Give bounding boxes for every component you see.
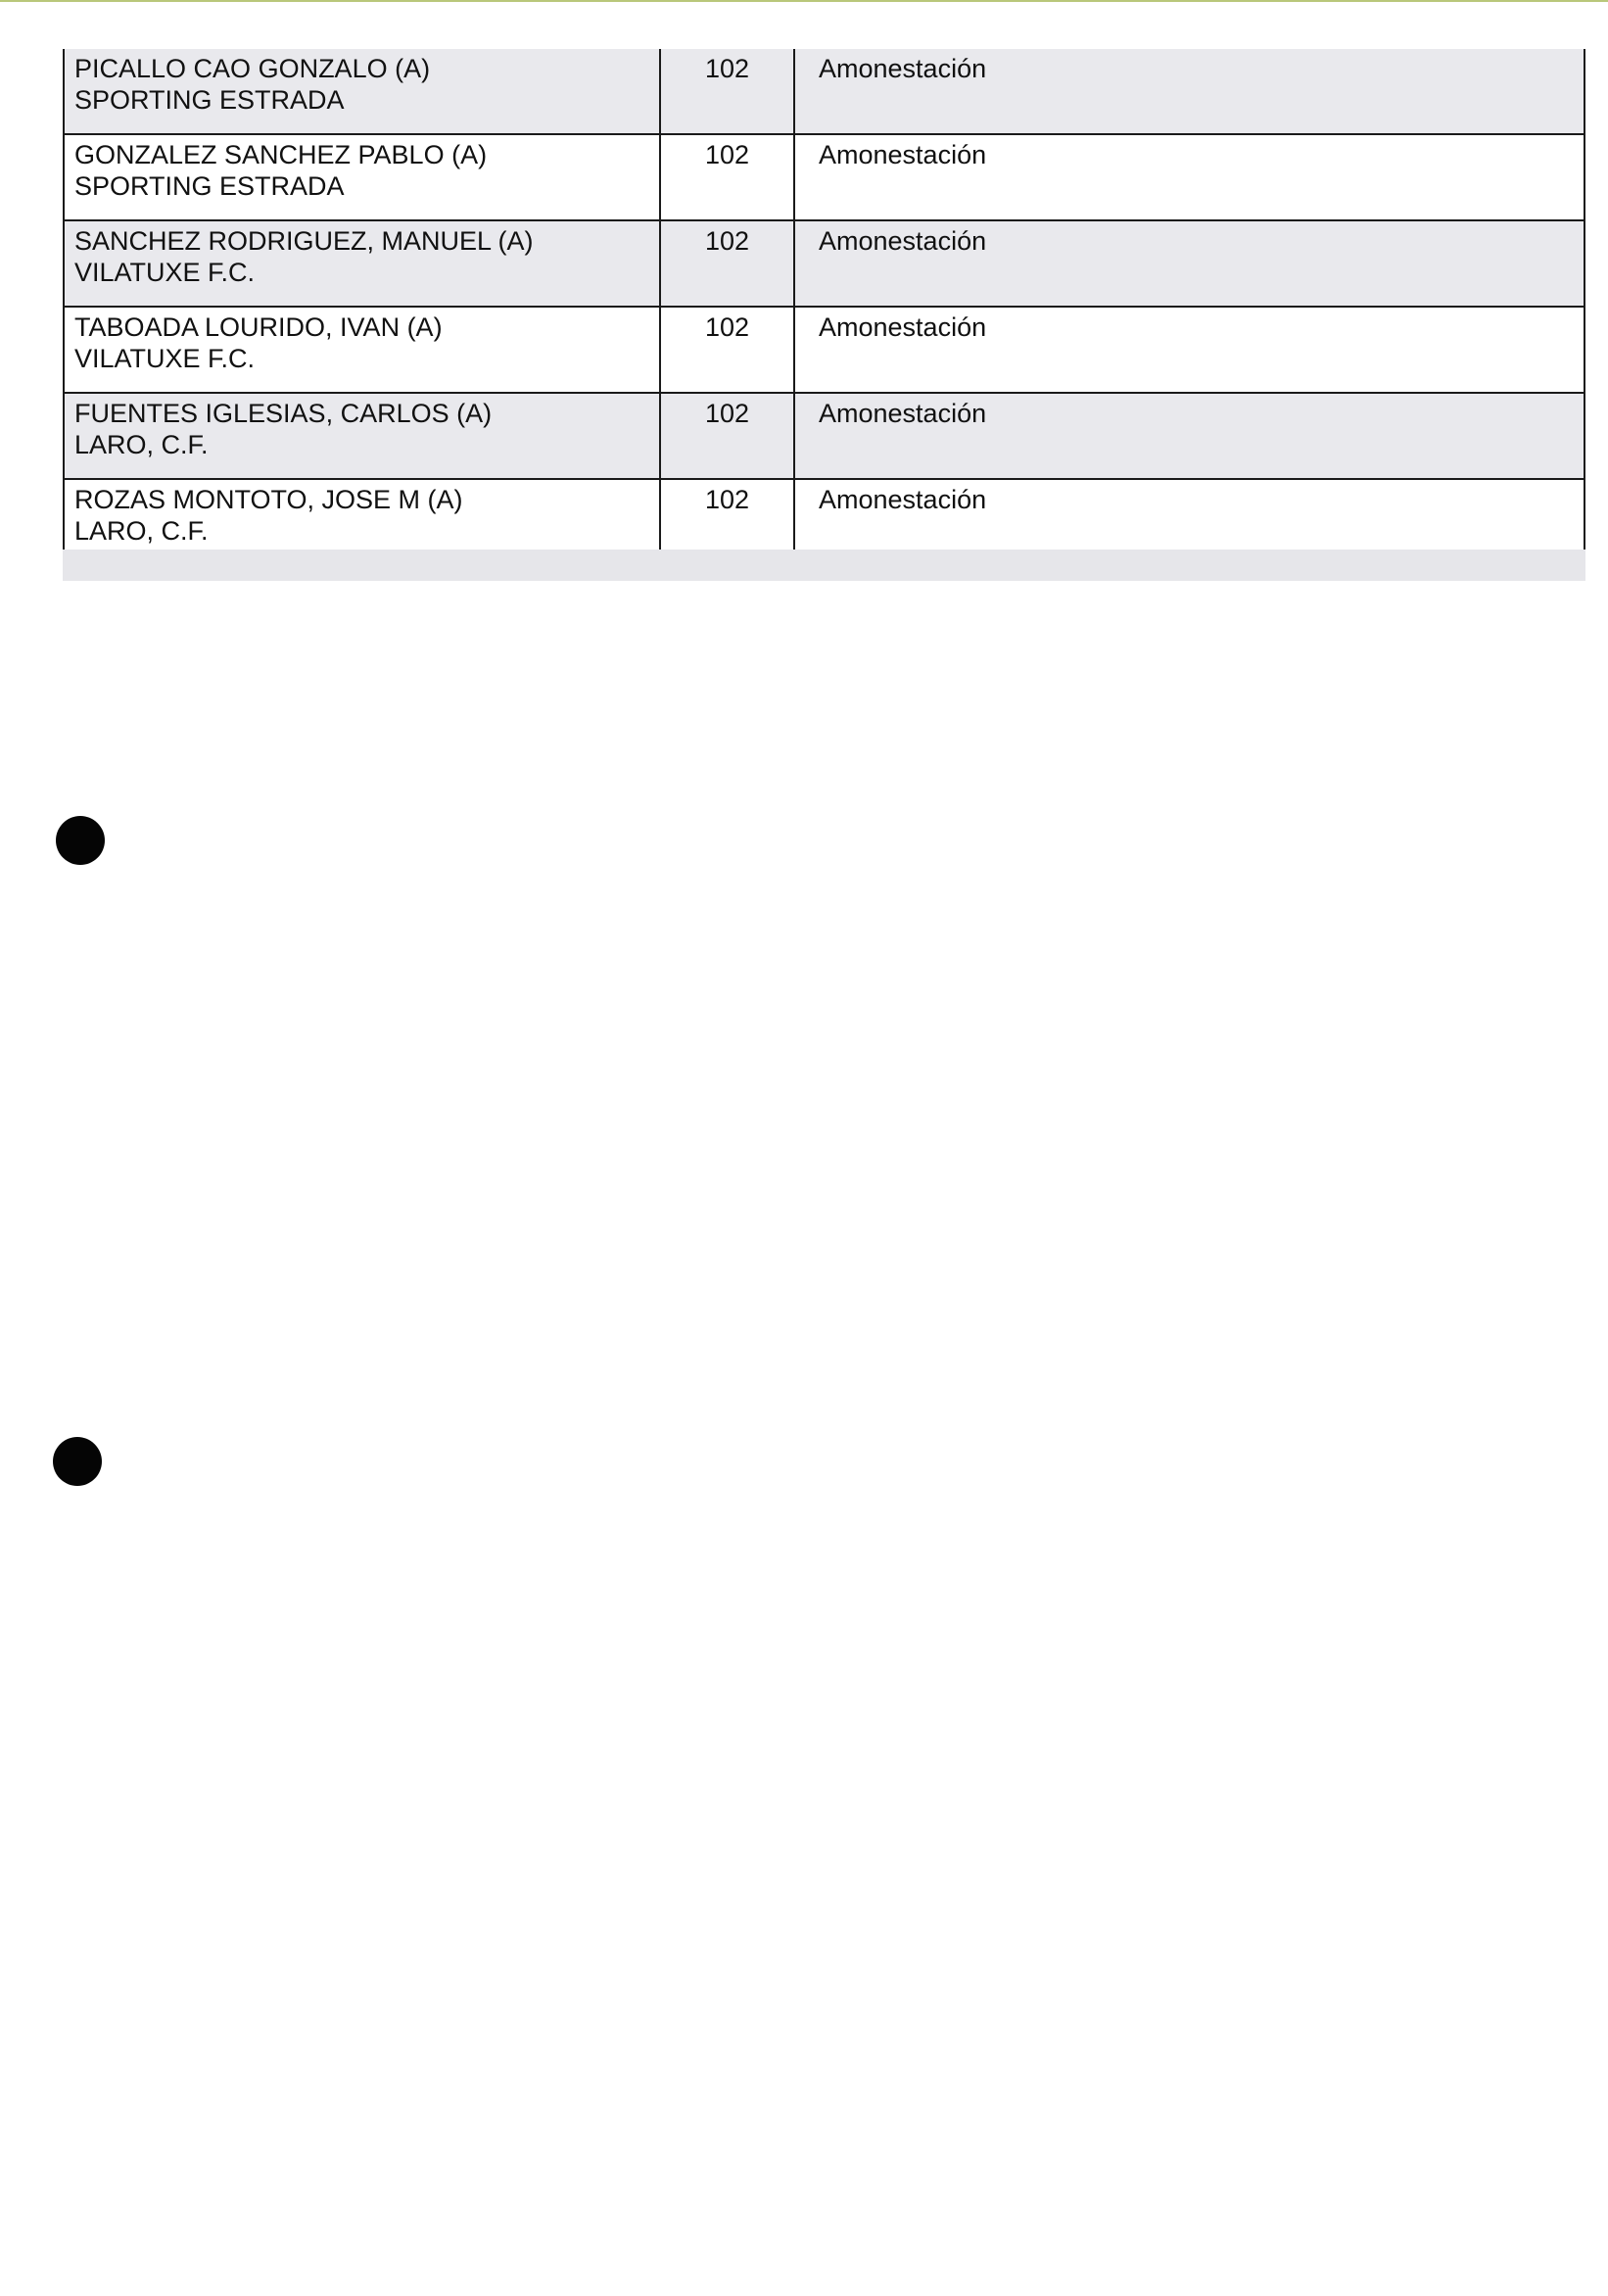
- player-name: GONZALEZ SANCHEZ PABLO (A): [74, 140, 488, 169]
- player-name: FUENTES IGLESIAS, CARLOS (A): [74, 399, 493, 428]
- sanctions-table: [63, 49, 1585, 566]
- sanction-code: 102: [660, 479, 794, 565]
- table-row: [64, 220, 1584, 307]
- table-row: [64, 49, 1584, 134]
- club-name: VILATUXE F.C.: [74, 258, 256, 287]
- sanction-code: 102: [660, 220, 794, 307]
- page-top-edge: [0, 0, 1608, 2]
- sanction-type: Amonestación: [794, 134, 1584, 220]
- sanction-code: 102: [660, 393, 794, 479]
- sanction-type: Amonestación: [794, 49, 1584, 134]
- sanction-code: 102: [660, 307, 794, 393]
- player-name: SANCHEZ RODRIGUEZ, MANUEL (A): [74, 226, 534, 256]
- club-name: LARO, C.F.: [74, 516, 209, 546]
- player-cell: [64, 134, 660, 220]
- player-name: ROZAS MONTOTO, JOSE M (A): [74, 485, 463, 514]
- club-name: SPORTING ESTRADA: [74, 171, 345, 201]
- table-row: [64, 307, 1584, 393]
- sanction-type: Amonestación: [794, 393, 1584, 479]
- player-cell: [64, 307, 660, 393]
- punch-hole-icon: [56, 816, 105, 865]
- club-name: LARO, C.F.: [74, 430, 209, 459]
- sanction-type: Amonestación: [794, 479, 1584, 565]
- sanction-type: Amonestación: [794, 307, 1584, 393]
- player-cell: [64, 49, 660, 134]
- sanction-code: 102: [660, 49, 794, 134]
- club-name: SPORTING ESTRADA: [74, 85, 345, 115]
- player-name: TABOADA LOURIDO, IVAN (A): [74, 312, 443, 342]
- table-row: [64, 393, 1584, 479]
- sanction-type: Amonestación: [794, 220, 1584, 307]
- table-row: [64, 134, 1584, 220]
- sanction-code: 102: [660, 134, 794, 220]
- club-name: VILATUXE F.C.: [74, 344, 256, 373]
- player-cell: [64, 393, 660, 479]
- player-cell: [64, 220, 660, 307]
- punch-hole-icon: [53, 1437, 102, 1486]
- table-footer-band: [63, 550, 1585, 581]
- player-name: PICALLO CAO GONZALO (A): [74, 54, 431, 83]
